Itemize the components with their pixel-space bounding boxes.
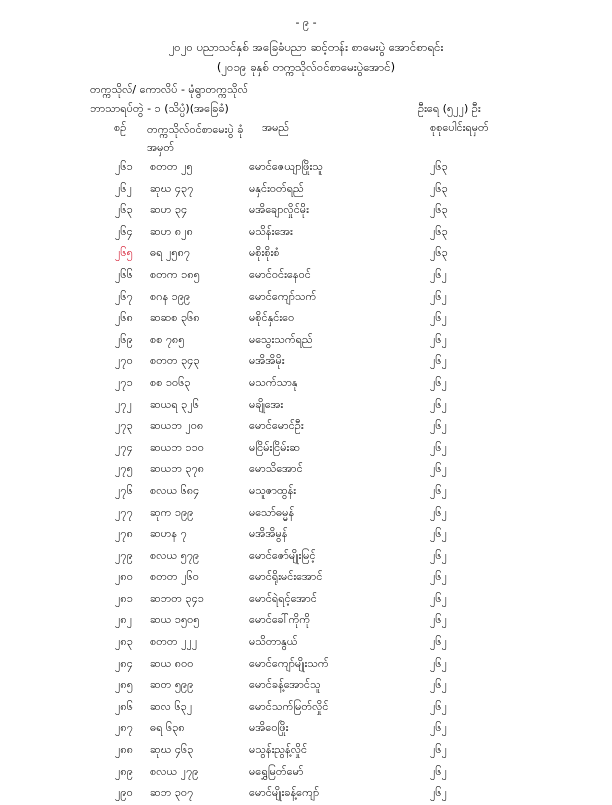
row-roll-number: ဆယ ၈၀၀: [150, 656, 194, 670]
table-row: [0, 697, 612, 719]
table-row: [0, 632, 612, 654]
row-serial: ၂၈၈: [115, 743, 133, 757]
table-row: [0, 675, 612, 697]
row-total-marks: ၂၆၃: [430, 203, 448, 217]
row-name: မောင်ရဲရင့်အောင်: [249, 591, 317, 605]
row-name: မောင်ဇေယျာဖြိုးသူ: [249, 160, 323, 173]
table-row: [0, 308, 612, 330]
row-roll-number: ဆုဃ ၄၆၃: [150, 743, 194, 757]
row-name: မောင်ခေါ်ကိုကို: [249, 613, 311, 627]
table-row: [0, 762, 612, 784]
table-row: [0, 589, 612, 611]
table-row: [0, 351, 612, 373]
row-serial: ၂၆၅: [115, 246, 133, 260]
row-total-marks: ၂၆၂: [430, 786, 447, 800]
row-roll-number: ဓရ ၆၃၈: [150, 721, 185, 735]
row-roll-number: စစ ၇၈၅: [150, 332, 185, 346]
row-serial: ၂၆၂: [115, 181, 132, 195]
row-total-marks: ၂၆၂: [430, 764, 447, 778]
row-name: မသော်ဓမ္မန်: [249, 505, 295, 519]
row-name: မောသိအောင်: [249, 462, 303, 476]
row-serial: ၂၆၆: [115, 267, 133, 281]
row-serial: ၂၉၀: [115, 786, 133, 800]
row-total-marks: ၂၆၂: [430, 743, 447, 757]
row-total-marks: ၂၆၂: [430, 267, 447, 281]
row-name: မောင်ကျော်မျိုးသက်: [249, 656, 329, 670]
row-name: မသက်သာနု: [249, 375, 298, 389]
table-row: [0, 740, 612, 762]
row-serial: ၂၈၆: [115, 699, 133, 713]
university-label: တက္ကသိုလ်/ ကောလိပ် - မုံရွာတက္ကသိုလ်: [90, 83, 248, 96]
row-total-marks: ၂၆၂: [430, 527, 447, 541]
row-serial: ၂၇၉: [115, 548, 133, 562]
row-name: မသွေးသက်ရည်: [249, 332, 313, 346]
row-roll-number: စလယ ၅၇၉: [150, 548, 200, 562]
row-serial: ၂၈၇: [115, 721, 133, 735]
row-roll-number: ဆုဃ ၄၃၇: [150, 181, 194, 195]
row-total-marks: ၂၆၃: [430, 160, 448, 173]
row-roll-number: စတတ ၂၂၂: [150, 635, 198, 649]
table-row: [0, 783, 612, 805]
row-total-marks: ၂၆၂: [430, 483, 447, 497]
row-serial: ၂၇၇: [115, 505, 133, 519]
row-total-marks: ၂၆၂: [430, 635, 447, 649]
row-roll-number: ဆဘ ၃၀၇: [150, 786, 194, 800]
row-roll-number: ဆယဘ ၂၀၈: [150, 419, 204, 433]
row-roll-number: စစ ၁၀၆၃: [150, 375, 191, 389]
row-total-marks: ၂၆၂: [430, 721, 447, 735]
row-serial: ၂၈၀: [115, 570, 133, 584]
row-name: မောင်ခန့်အောင်သူ: [249, 678, 321, 692]
row-serial: ၂၇၈: [115, 527, 133, 541]
row-roll-number: ဆယ ၁၅၀၅: [150, 613, 200, 627]
row-name: မောင်သက်မြတ်လှိုင်: [249, 699, 329, 713]
table-row: [0, 395, 612, 417]
row-roll-number: ဆယဘ ၃၇၈: [150, 462, 205, 476]
header-roll-number: တက္ကသိုလ်ဝင်စာမေးပွဲ ခုံအမှတ်: [147, 123, 244, 154]
table-row: [0, 222, 612, 244]
row-name: မအိအိမိုး: [249, 354, 285, 368]
row-roll-number: စလယ ၂၇၉: [150, 764, 199, 778]
row-name: မောင်ဝင်းနေဝင်: [249, 267, 311, 281]
row-name: မောင်ရိုးမင်းအောင်: [249, 570, 323, 584]
row-name: မနှင်းဝတ်ရည်: [249, 181, 304, 195]
row-roll-number: ဆယဘ ၁၁၀: [150, 440, 204, 454]
row-roll-number: စလယ ၆၈၄: [150, 483, 200, 497]
table-row: [0, 265, 612, 287]
row-serial: ၂၆၄: [115, 224, 133, 238]
table-row: [0, 718, 612, 740]
row-name: မစိုင်နှင်းဝေ: [249, 311, 295, 325]
row-serial: ၂၈၃: [115, 635, 133, 649]
row-serial: ၂၈၄: [115, 656, 133, 670]
table-row: [0, 503, 612, 525]
table-row: [0, 373, 612, 395]
total-count-label: ဦးရေ (၅၂၂) ဦး: [418, 102, 481, 115]
row-serial: ၂၇၃: [115, 419, 133, 433]
row-serial: ၂၆၉: [115, 332, 133, 346]
table-row: [0, 610, 612, 632]
row-total-marks: ၂၆၂: [430, 570, 447, 584]
row-serial: ၂၇၁: [115, 375, 133, 389]
header-name: အမည်: [262, 121, 290, 134]
table-row: [0, 481, 612, 503]
row-total-marks: ၂၆၂: [430, 656, 447, 670]
row-name: မသိတာနွယ်: [249, 635, 298, 649]
results-table: [0, 157, 612, 805]
table-row: [0, 179, 612, 201]
table-row: [0, 524, 612, 546]
row-roll-number: စတတ ၃၄၃: [150, 354, 200, 368]
row-serial: ၂၈၉: [115, 764, 133, 778]
row-roll-number: ဆုက ၁၉၉: [150, 505, 194, 519]
row-name: မောင်မျိုးခန့်ကျော်: [249, 786, 320, 800]
row-total-marks: ၂၆၂: [430, 505, 447, 519]
row-serial: ၂၆၇: [115, 289, 133, 303]
row-serial: ၂၆၁: [115, 160, 133, 173]
row-roll-number: စတက ၁၈၅: [150, 267, 200, 281]
table-row: [0, 243, 612, 265]
row-total-marks: ၂၆၂: [430, 548, 447, 562]
table-row: [0, 438, 612, 460]
row-name: မစိုးစိုးစံ: [249, 246, 280, 260]
row-roll-number: ဓရ ၂၅၈၇: [150, 246, 191, 260]
row-serial: ၂၇၆: [115, 483, 133, 497]
row-roll-number: ဆဟ ၃၄: [150, 203, 188, 217]
row-serial: ၂၇၀: [115, 354, 133, 368]
row-roll-number: ဆလ ၆၃၂: [150, 699, 193, 713]
row-serial: ၂၈၁: [115, 591, 133, 605]
row-roll-number: ဆဟန ၇: [150, 527, 187, 541]
table-row: [0, 459, 612, 481]
header-serial: စဉ်: [114, 121, 127, 134]
row-name: မရွှေမြတ်မော်: [249, 764, 304, 778]
row-total-marks: ၂၆၂: [430, 440, 447, 454]
table-row: [0, 567, 612, 589]
row-total-marks: ၂၆၂: [430, 699, 447, 713]
row-name: မောင်ကျော်သက်: [249, 289, 317, 303]
row-total-marks: ၂၆၂: [430, 332, 447, 346]
row-total-marks: ၂၆၂: [430, 462, 447, 476]
row-roll-number: ဆဟ ၈၂၈: [150, 224, 193, 238]
row-name: မသိန်းအေး: [249, 224, 293, 238]
row-total-marks: ၂၆၂: [430, 397, 447, 411]
row-name: မောင်မောင်ဦး: [249, 419, 304, 433]
row-total-marks: ၂၆၂: [430, 311, 447, 325]
row-total-marks: ၂၆၂: [430, 591, 447, 605]
subject-combination-label: ဘာသာရပ်တွဲ - ၁ (သိပ္ပံ)(အခြေခံ): [90, 102, 229, 115]
row-total-marks: ၂၆၂: [430, 289, 447, 303]
row-roll-number: စတတ ၂၆၀: [150, 570, 199, 584]
table-row: [0, 546, 612, 568]
row-total-marks: ၂၆၃: [430, 246, 448, 260]
row-total-marks: ၂၆၂: [430, 678, 447, 692]
row-total-marks: ၂၆၂: [430, 375, 447, 389]
row-serial: ၂၇၂: [115, 397, 132, 411]
row-serial: ၂၆၈: [115, 311, 133, 325]
row-total-marks: ၂၆၂: [430, 613, 447, 627]
row-total-marks: ၂၆၂: [430, 354, 447, 368]
row-roll-number: ဆဘတ ၃၄၁: [150, 591, 204, 605]
table-row: [0, 416, 612, 438]
page-number: - ၉ -: [295, 16, 317, 29]
row-roll-number: ဆဆစ ၃၆၈: [150, 311, 200, 325]
row-name: မချိုအေး: [249, 397, 284, 411]
row-roll-number: စဂန ၁၉၉: [150, 289, 191, 303]
row-serial: ၂၈၂: [115, 613, 133, 627]
row-name: မအိအိမွန်: [249, 527, 288, 541]
row-total-marks: ၂၆၃: [430, 224, 448, 238]
row-name: မောင်ဇော်မျိုးမြင့်: [249, 548, 316, 562]
row-roll-number: ဆယရ ၃၂၆: [150, 397, 199, 411]
table-row: [0, 287, 612, 309]
header-total-marks: စုစုပေါင်းရမှတ်: [430, 121, 489, 134]
row-serial: ၂၈၅: [115, 678, 133, 692]
row-name: မသွန်းညွန့်လှိုင်: [249, 743, 308, 757]
row-roll-number: ဆတ ၅၉၉: [150, 678, 194, 692]
row-name: မအိဝေဖြိုး: [249, 721, 289, 735]
row-name: မသူဇာထွန်း: [249, 483, 297, 497]
row-name: မအိချောလှိုင်မိုး: [249, 203, 309, 217]
table-row: [0, 330, 612, 352]
table-row: [0, 157, 612, 179]
row-serial: ၂၇၅: [115, 462, 133, 476]
row-roll-number: စတတ ၂၅: [150, 160, 193, 173]
row-serial: ၂၆၃: [115, 203, 133, 217]
row-total-marks: ၂၆၃: [430, 181, 448, 195]
table-row: [0, 200, 612, 222]
document-subtitle: (၂၀၁၉ ခုနှစ် တက္ကသိုလ်ဝင်စာမေးပွဲအောင်): [216, 60, 396, 74]
row-total-marks: ၂၆၂: [430, 419, 447, 433]
table-row: [0, 654, 612, 676]
row-name: မငြိမ်းငြိမ်းဆ: [249, 440, 300, 454]
row-serial: ၂၇၄: [115, 440, 133, 454]
document-title: ၂၀၂၀ ပညာသင်နှစ် အခြေခံပညာ ဆင့်တန်း စာမေးပွဲ အောင်စာရင်း: [168, 40, 444, 54]
